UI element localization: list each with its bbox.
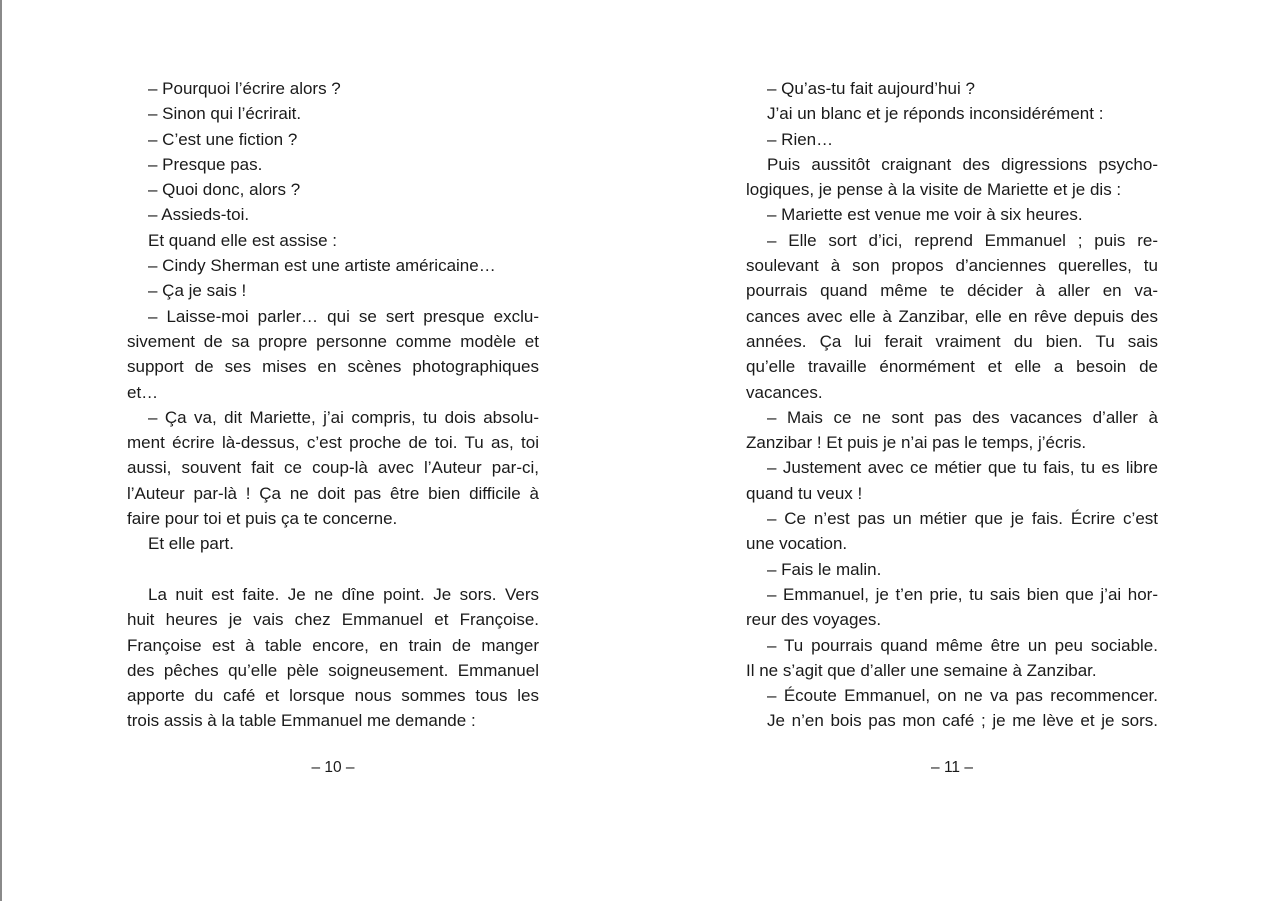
text-line: trois assis à la table Emmanuel me demande : <box>127 711 476 731</box>
text-line: apporte du café et lorsque nous sommes tous les <box>127 686 539 706</box>
text-line: – Assieds-toi. <box>148 205 250 225</box>
blank-line <box>127 557 539 582</box>
page-left-text <box>127 76 539 734</box>
text-line: quand tu veux ! <box>746 483 863 503</box>
text-line: La nuit est faite. Je ne dîne point. Je sors. Vers <box>148 584 539 604</box>
text-line: – Écoute Emmanuel, on ne va pas recommencer. <box>767 686 1158 706</box>
text-line: vacances. <box>746 382 823 402</box>
text-line: une vocation. <box>746 534 848 554</box>
text-line: ment écrire là-dessus, c’est proche de toi. Tu as, toi <box>127 433 539 453</box>
text-line: – Pourquoi l’écrire alors ? <box>148 79 341 98</box>
text-line: – Fais le malin. <box>767 559 882 579</box>
text-line: – Ce n’est pas un métier que je fais. Écrire c’est <box>767 509 1158 529</box>
page-number-left: – 10 – <box>311 759 355 776</box>
text-line: – Rien… <box>767 129 834 149</box>
text-line: – Emmanuel, je t’en prie, tu sais bien que j’ai hor- <box>767 584 1158 604</box>
text-line: – Qu’as-tu fait aujourd’hui ? <box>767 79 975 98</box>
text-line: Françoise est à table encore, en train de manger <box>127 635 539 655</box>
text-line: qu’elle travaille énormément et elle a besoin de <box>746 357 1158 377</box>
text-line: cances avec elle à Zanzibar, elle en rêve depuis des <box>746 306 1158 326</box>
text-line: sivement de sa propre personne comme modèle et <box>127 331 539 351</box>
text-line: Puis aussitôt craignant des digressions psycho- <box>767 154 1158 174</box>
text-line: Et quand elle est assise : <box>148 230 338 250</box>
text-line: Zanzibar ! Et puis je n’ai pas le temps, j’écris. <box>746 433 1087 453</box>
text-line: – Ça va, dit Mariette, j’ai compris, tu dois absolu- <box>148 407 539 427</box>
text-line: Je n’en bois pas mon café ; je me lève et je sors. <box>767 711 1158 731</box>
text-line: années. Ça lui ferait vraiment du bien. Tu sais <box>746 331 1158 351</box>
text-line: – Tu pourrais quand même être un peu sociable. <box>767 635 1158 655</box>
text-line: soulevant à son propos d’anciennes querelles, tu <box>746 256 1158 276</box>
text-line: Il ne s’agit que d’aller une semaine à Zanzibar. <box>746 660 1097 680</box>
page-right-text <box>746 76 1158 734</box>
text-line: logiques, je pense à la visite de Mariette et je dis : <box>746 180 1122 200</box>
text-line: huit heures je vais chez Emmanuel et Françoise. <box>127 610 539 630</box>
text-line: J’ai un blanc et je réponds inconsidérément : <box>767 104 1104 124</box>
window-left-border <box>0 0 2 901</box>
text-line: Et elle part. <box>148 534 234 554</box>
text-line: support de ses mises en scènes photographiques <box>127 357 539 377</box>
text-line: faire pour toi et puis ça te concerne. <box>127 509 398 529</box>
text-line: – Presque pas. <box>148 154 263 174</box>
text-line: et… <box>127 382 159 402</box>
text-line: – Elle sort d’ici, reprend Emmanuel ; puis re- <box>767 230 1158 250</box>
text-line: – Cindy Sherman est une artiste américaine… <box>148 256 496 276</box>
text-line: – C’est une fiction ? <box>148 129 298 149</box>
page-number-right: – 11 – <box>931 759 973 776</box>
text-line: – Mariette est venue me voir à six heures. <box>767 205 1083 225</box>
text-line: pourrais quand même te décider à aller en va- <box>746 281 1158 301</box>
text-line: des pêches qu’elle pèle soigneusement. Emmanuel <box>127 660 539 680</box>
text-line: – Laisse-moi parler… qui se sert presque exclu- <box>148 306 539 326</box>
text-line: – Sinon qui l’écrirait. <box>148 104 302 124</box>
text-line: – Quoi donc, alors ? <box>148 180 301 200</box>
text-line: aussi, souvent fait ce coup-là avec l’Auteur par-ci, <box>127 458 539 478</box>
text-line: reur des voyages. <box>746 610 882 630</box>
text-line: – Mais ce ne sont pas des vacances d’aller à <box>767 407 1158 427</box>
text-line: – Ça je sais ! <box>148 281 247 301</box>
text-line: – Justement avec ce métier que tu fais, tu es libre <box>767 458 1158 478</box>
text-line: l’Auteur par-là ! Ça ne doit pas être bien difficile à <box>127 483 539 503</box>
